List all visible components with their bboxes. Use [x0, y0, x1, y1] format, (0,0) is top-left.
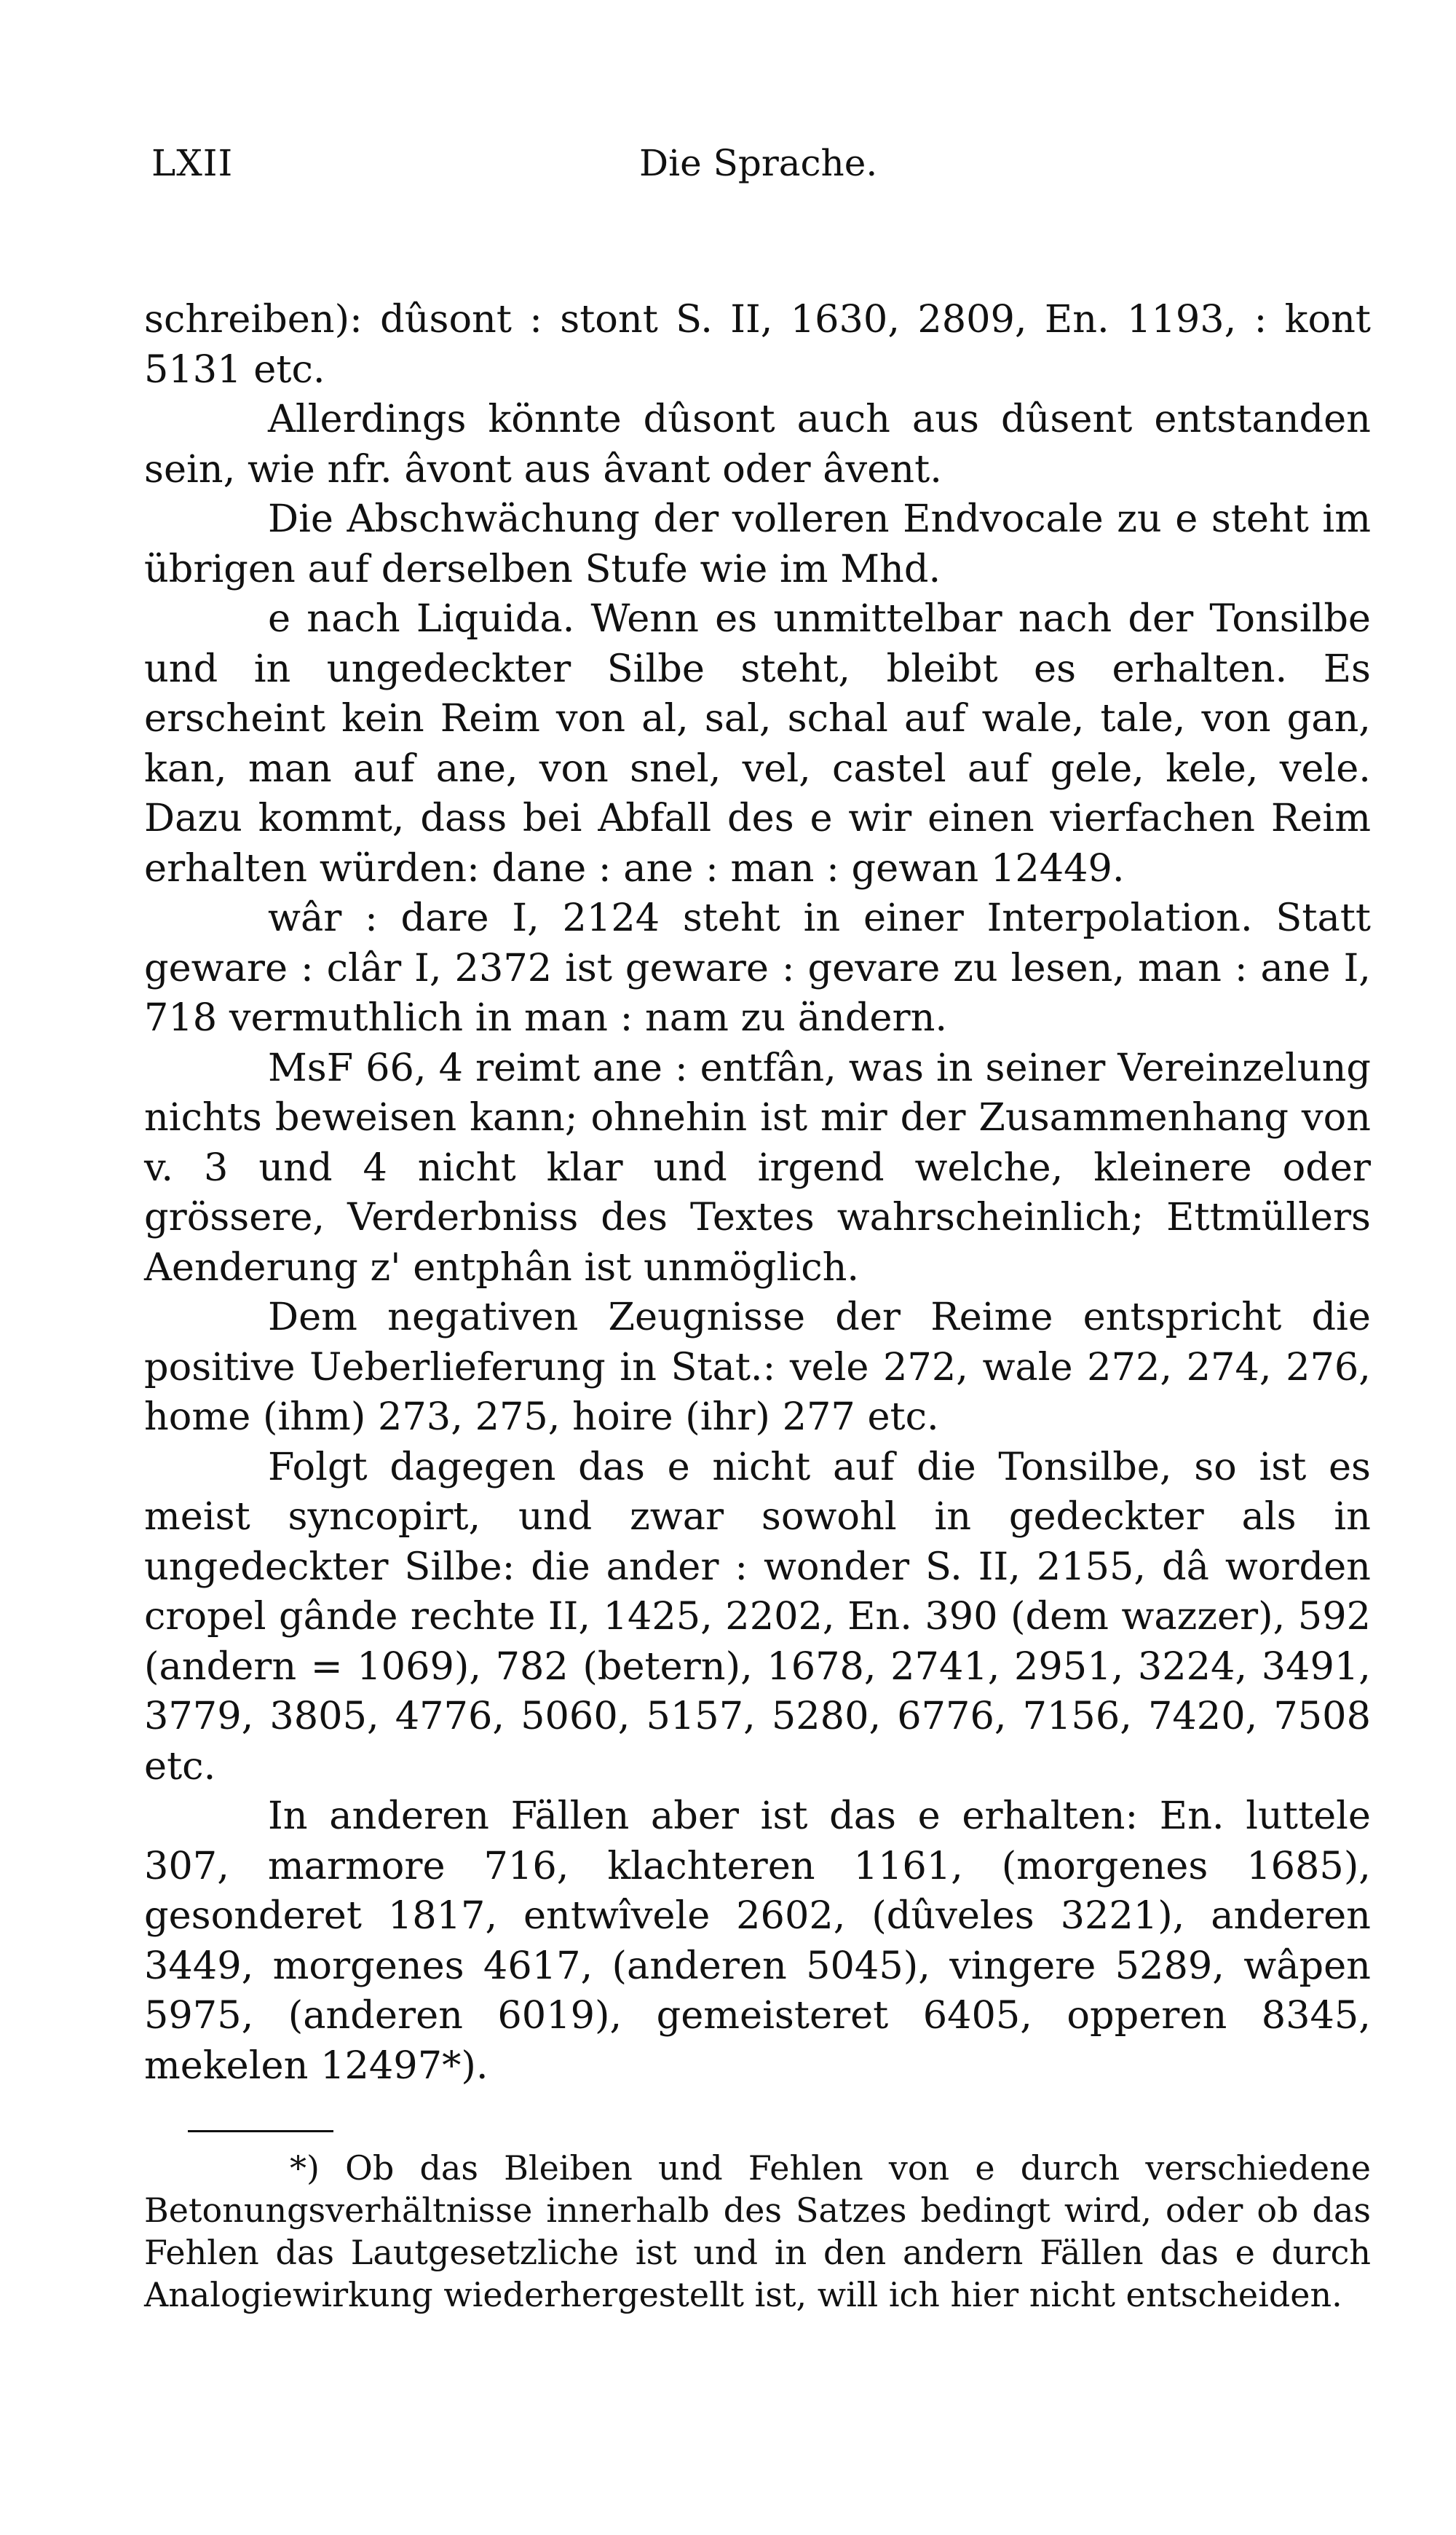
paragraph-continuation: schreiben): dûsont : stont S. II, 1630, 2809, En. 1193, : kont 5131 etc.	[144, 297, 1371, 392]
paragraph-negatives-zeugnis: Dem negativen Zeugnisse der Reime entspricht die positive Ueberlieferung in Stat.: vele 272, wale 272, 274, 276, home (ihm) 273, 275, hoire (ihr) 277 etc.	[144, 1295, 1371, 1439]
paragraph-syncope: Folgt dagegen das e nicht auf die Tonsilbe, so ist es meist syncopirt, und zwar sowohl in gedeckter als in ungedeckter Silbe: die ander : wonder S. II, 2155, dâ worden cropel gânde rechte II, 1425, 2202, En. 390 (dem wazzer), 592 (andern = 1069), 782 (betern), 1678, 2741, 2951, 3224, 3491, 3779, 3805, 4776, 5060, 5157, 5280, 6776, 7156, 7420, 7508 etc.	[144, 1444, 1371, 1789]
paragraph-abschwaechung: Die Abschwächung der volleren Endvocale zu e steht im übrigen auf derselben Stufe wie im Mhd.	[144, 497, 1371, 591]
paragraph-war-dare: wâr : dare I, 2124 steht in einer Interpolation. Statt geware : clâr I, 2372 ist geware : gevare zu lesen, man : ane I, 718 vermuthlich in man : nam zu ändern.	[144, 896, 1371, 1040]
footnote: *) Ob das Bleiben und Fehlen von e durch verschiedene Betonungsverhältnisse innerhalb des Satzes bedingt wird, oder ob das Fehlen das Lautgesetzliche ist und in den andern Fällen das e durch Analogiewirkung wiederhergestellt ist, will ich hier nicht entscheiden.	[144, 2148, 1371, 2314]
paragraph-msf: MsF 66, 4 reimt ane : entfân, was in seiner Vereinzelung nichts beweisen kann; ohnehin ist mir der Zusammenhang von v. 3 und 4 nicht klar und irgend welche, kleinere oder grössere, Verderbniss des Textes wahrscheinlich; Ettmüllers Aenderung z' entphân ist unmöglich.	[144, 1045, 1371, 1290]
page-header	[144, 142, 1371, 208]
running-title: Die Sprache.	[639, 142, 878, 184]
page	[144, 142, 1371, 2349]
body-text	[144, 295, 1371, 2091]
paragraph-e-nach-liquida: e nach Liquida. Wenn es unmittelbar nach der Tonsilbe und in ungedeckter Silbe steht, bleibt es erhalten. Es erscheint kein Reim von al, sal, schal auf wale, tale, von gan, kan, man auf ane, von snel, vel, castel auf gele, kele, vele. Dazu kommt, dass bei Abfall des e wir einen vierfachen Reim erhalten würden: dane : ane : man : gewan 12449.	[144, 596, 1371, 891]
footnote-divider	[188, 2130, 333, 2132]
paragraph-dusont: Allerdings könnte dûsont auch aus dûsent entstanden sein, wie nfr. âvont aus âvant oder âvent.	[144, 397, 1371, 492]
paragraph-erhalten: In anderen Fällen aber ist das e erhalten: En. luttele 307, marmore 716, klachteren 1161, (morgenes 1685), gesonderet 1817, entwîvele 2602, (dûveles 3221), anderen 3449, morgenes 4617, (anderen 5045), vingere 5289, wâpen 5975, (anderen 6019), gemeisteret 6405, opperen 8345, mekelen 12497*).	[144, 1794, 1371, 2088]
page-number: LXII	[151, 142, 234, 184]
